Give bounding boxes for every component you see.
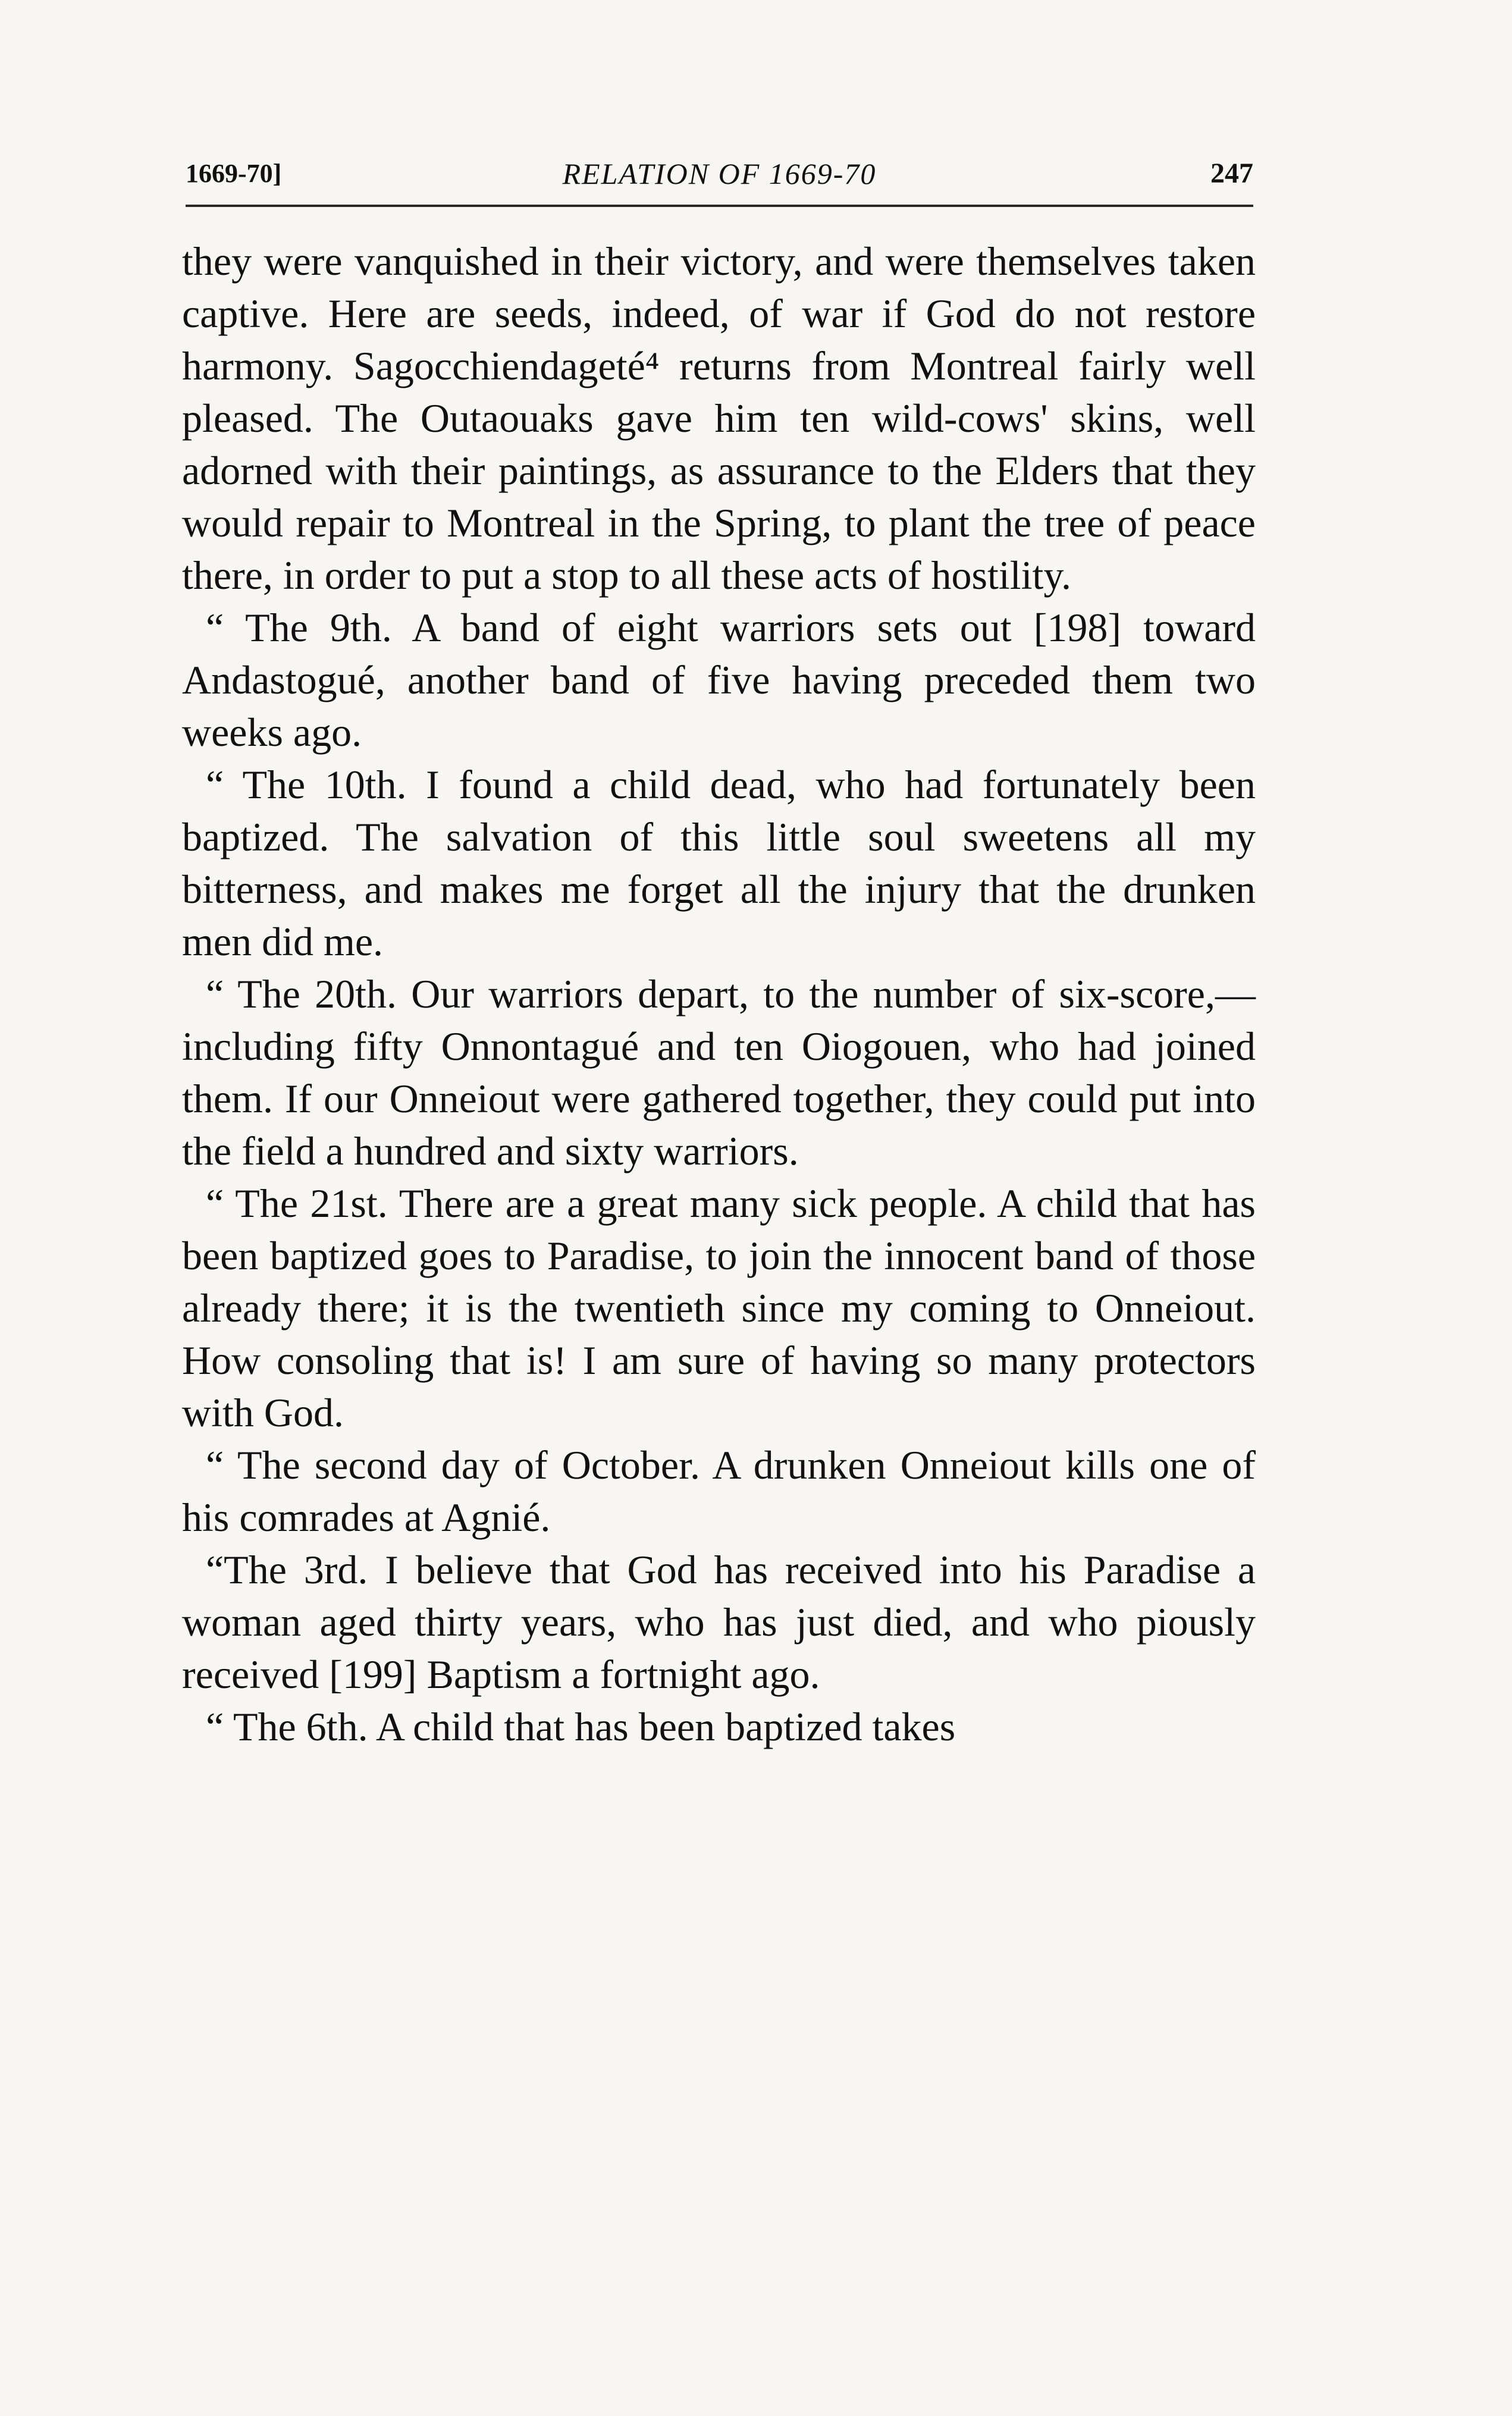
- running-header: [186, 156, 1253, 192]
- paragraph: “ The 20th. Our warriors depart, to the number of six-score,—including fifty Onnontagué and ten Oiogouen, who had joined them. If our Onneiout were gathered together, they could put into the field a hundred and sixty warriors.: [182, 971, 1256, 1174]
- paragraph: they were vanquished in their victory, and were themselves taken captive. Here are seeds, indeed, of war if God do not restore harmony. Sagocchiendageté⁴ returns from Montreal fairly well pleased. The Outaouaks gave him ten wild-cows' skins, well adorned with their paintings, as assurance to the Elders that they would repair to Montreal in the Spring, to plant the tree of peace there, in order to put a stop to all these acts of hostility.: [182, 239, 1256, 598]
- header-rule: [186, 205, 1253, 207]
- header-year-range: 1669-70]: [186, 159, 282, 188]
- paragraph: “ The 9th. A band of eight warriors sets out [198] toward Andastogué, another band of five having preceded them two weeks ago.: [182, 605, 1256, 755]
- paragraph: “ The 6th. A child that has been baptized takes: [206, 1704, 956, 1749]
- header-title: RELATION OF 1669-70: [562, 157, 877, 190]
- paragraph: “ The 10th. I found a child dead, who had fortunately been baptized. The salvation of this little soul sweetens all my bitterness, and makes me forget all the injury that the drunken men did me.: [182, 762, 1256, 964]
- paragraph: “ The 21st. There are a great many sick people. A child that has been baptized goes to Paradise, to join the innocent band of those already there; it is the twentieth since my coming to Onneiout. How consoling that is! I am sure of having so many protectors with God.: [182, 1181, 1256, 1435]
- paragraph: “ The second day of October. A drunken Onneiout kills one of his comrades at Agnié.: [182, 1442, 1256, 1540]
- page-number: 247: [1210, 158, 1253, 189]
- paragraph: “The 3rd. I believe that God has received into his Paradise a woman aged thirty years, who has just died, and who piously received [199] Baptism a fortnight ago.: [182, 1547, 1256, 1697]
- page-body: [182, 235, 1256, 1753]
